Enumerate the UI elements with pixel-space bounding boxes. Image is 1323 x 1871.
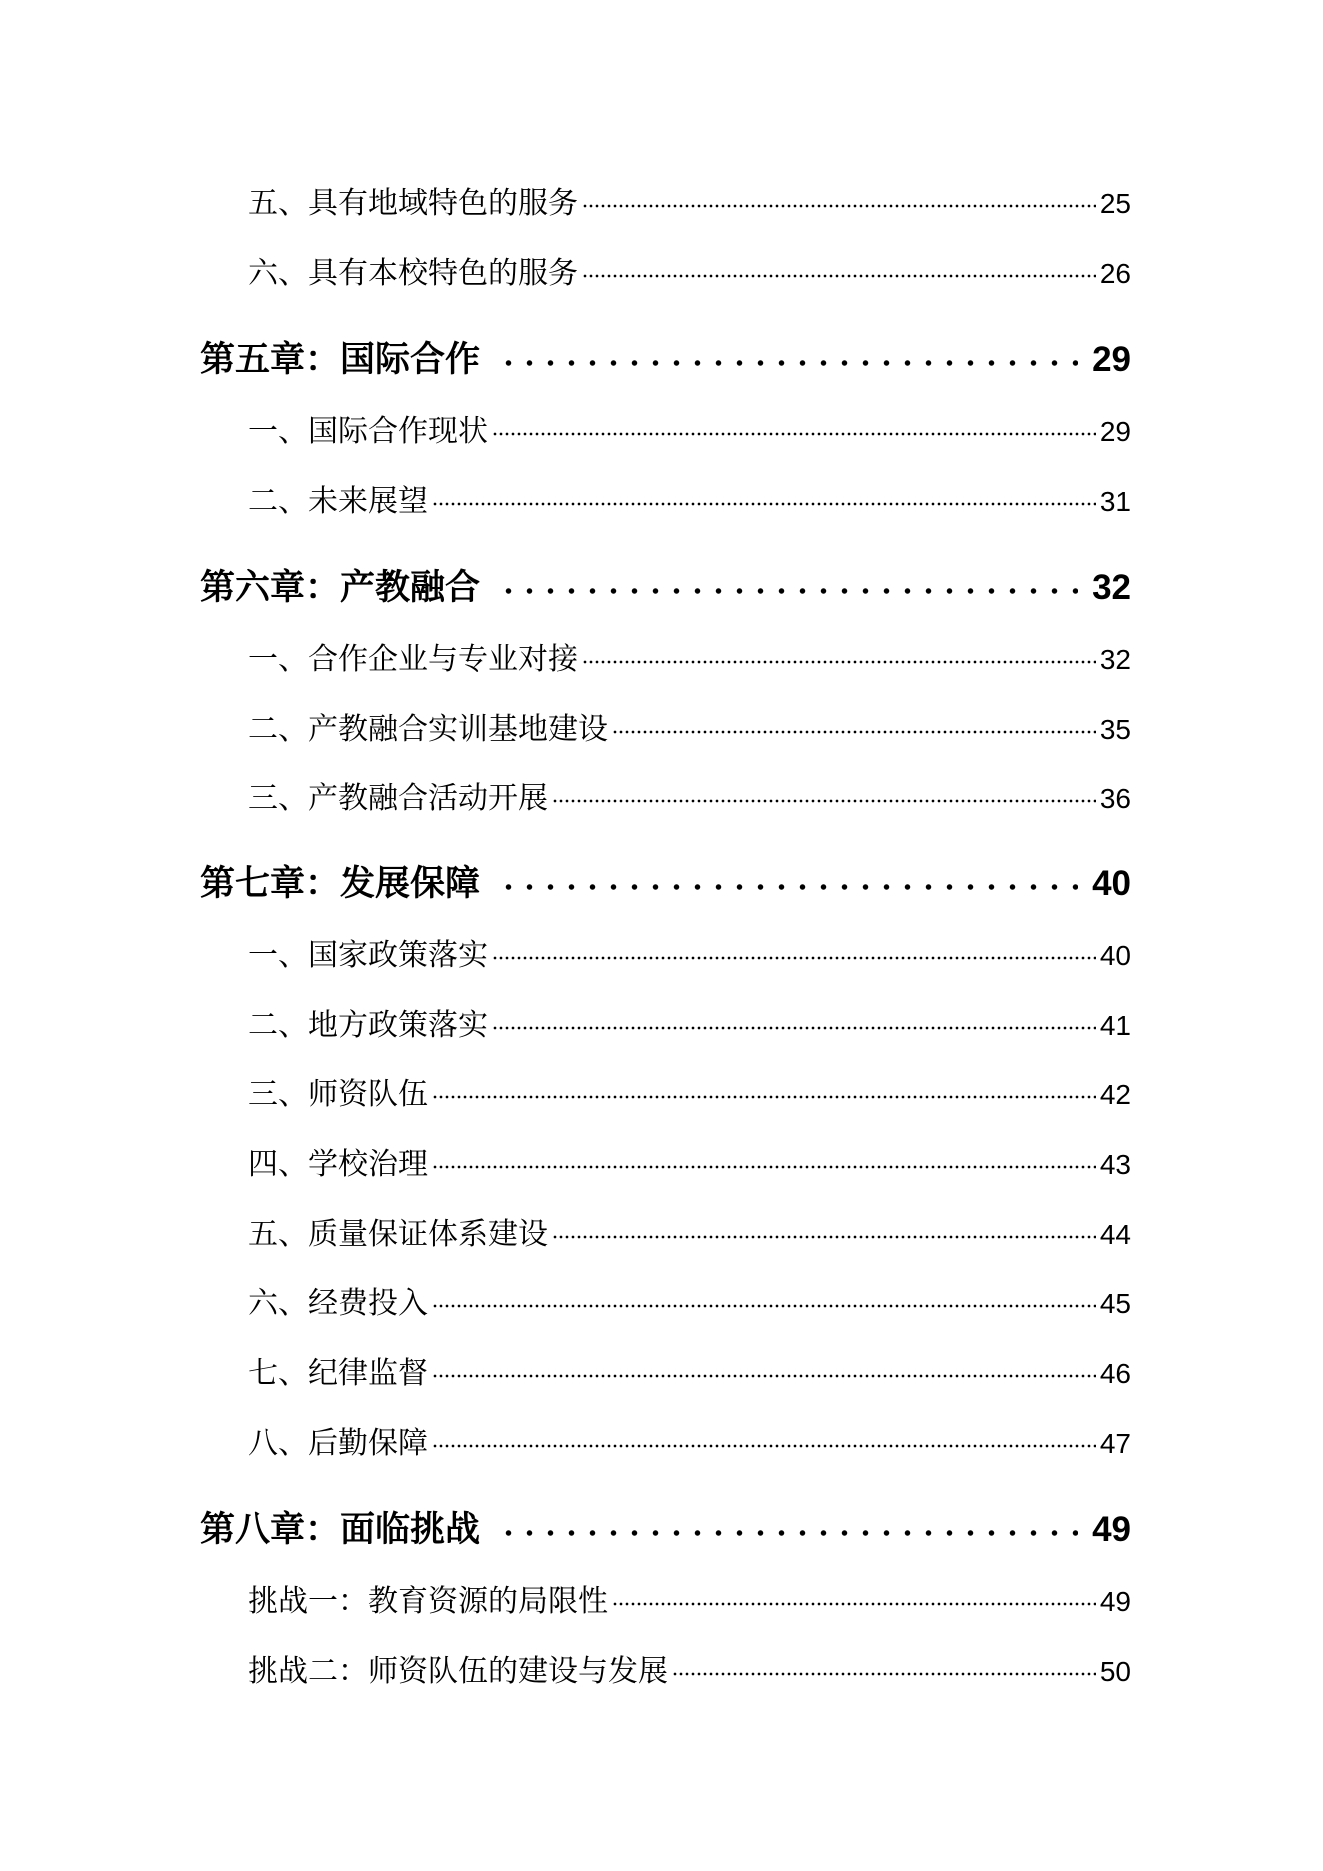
toc-chapter-entry[interactable] bbox=[200, 856, 1131, 906]
toc-chapter-entry[interactable] bbox=[200, 1502, 1131, 1552]
toc-chapter-label: 第五章：国际合作 bbox=[200, 340, 481, 380]
dot-leader bbox=[432, 1279, 1096, 1313]
toc-page-number: 40 bbox=[1099, 940, 1131, 971]
toc-entry-label: 七、纪律监督 bbox=[248, 1356, 428, 1391]
toc-entry[interactable] bbox=[248, 1348, 1131, 1392]
toc-entry-label: 挑战二：师资队伍的建设与发展 bbox=[248, 1654, 668, 1689]
dot-leader bbox=[612, 1577, 1096, 1611]
toc-entry-label: 一、国际合作现状 bbox=[248, 414, 488, 449]
toc-entry-label: 五、具有地域特色的服务 bbox=[248, 186, 578, 221]
toc-entry[interactable] bbox=[248, 476, 1131, 520]
toc-chapter-entry[interactable] bbox=[200, 332, 1131, 382]
dot-leader bbox=[552, 1210, 1096, 1244]
toc-page-number: 44 bbox=[1099, 1219, 1131, 1250]
toc-page-number: 49 bbox=[1099, 1586, 1131, 1617]
toc-page-number: 29 bbox=[1092, 340, 1131, 379]
toc-page-number: 32 bbox=[1092, 568, 1131, 607]
toc-entry[interactable] bbox=[248, 930, 1131, 974]
dot-leader bbox=[672, 1647, 1096, 1681]
dot-leader bbox=[432, 1070, 1096, 1104]
dot-leader bbox=[432, 1419, 1096, 1453]
dot-leader bbox=[492, 333, 1078, 371]
toc-chapter-label: 第八章：面临挑战 bbox=[200, 1510, 481, 1550]
toc-entry-label: 一、国家政策落实 bbox=[248, 938, 488, 973]
dot-leader bbox=[552, 774, 1096, 808]
dot-leader bbox=[612, 705, 1096, 739]
toc-page-number: 46 bbox=[1099, 1358, 1131, 1389]
toc-entry[interactable] bbox=[248, 704, 1131, 748]
toc-entry[interactable] bbox=[248, 1278, 1131, 1322]
toc-entry[interactable] bbox=[248, 1000, 1131, 1044]
toc-page-number: 36 bbox=[1099, 783, 1131, 814]
dot-leader bbox=[432, 1349, 1096, 1383]
toc-entry[interactable] bbox=[248, 1646, 1131, 1690]
toc-entry[interactable] bbox=[248, 1069, 1131, 1113]
toc-entry-label: 三、师资队伍 bbox=[248, 1077, 428, 1112]
dot-leader bbox=[492, 857, 1078, 895]
toc-entry-label: 五、质量保证体系建设 bbox=[248, 1217, 548, 1252]
toc-chapter-label: 第六章：产教融合 bbox=[200, 568, 481, 608]
dot-leader bbox=[432, 1140, 1096, 1174]
toc-page-number: 45 bbox=[1099, 1288, 1131, 1319]
dot-leader bbox=[582, 635, 1096, 669]
toc-entry-label: 八、后勤保障 bbox=[248, 1426, 428, 1461]
toc-entry-label: 挑战一：教育资源的局限性 bbox=[248, 1584, 608, 1619]
toc-entry-label: 三、产教融合活动开展 bbox=[248, 781, 548, 816]
dot-leader bbox=[492, 931, 1096, 965]
toc-page-number: 49 bbox=[1092, 1510, 1131, 1549]
toc-page-number: 26 bbox=[1099, 258, 1131, 289]
toc-page-number: 35 bbox=[1099, 714, 1131, 745]
toc-entry-label: 六、具有本校特色的服务 bbox=[248, 256, 578, 291]
toc-entry[interactable] bbox=[248, 178, 1131, 222]
dot-leader bbox=[582, 179, 1096, 213]
dot-leader bbox=[492, 1001, 1096, 1035]
toc-chapter-label: 第七章：发展保障 bbox=[200, 864, 481, 904]
toc-entry-label: 二、未来展望 bbox=[248, 484, 428, 519]
toc-page-number: 32 bbox=[1099, 644, 1131, 675]
toc-page-number: 29 bbox=[1099, 416, 1131, 447]
toc-entry[interactable] bbox=[248, 1576, 1131, 1620]
dot-leader bbox=[582, 249, 1096, 283]
toc-page-number: 47 bbox=[1099, 1428, 1131, 1459]
toc-page-number: 42 bbox=[1099, 1079, 1131, 1110]
toc-page-number: 43 bbox=[1099, 1149, 1131, 1180]
toc-entry-label: 二、产教融合实训基地建设 bbox=[248, 712, 608, 747]
toc-entry-label: 一、合作企业与专业对接 bbox=[248, 642, 578, 677]
toc-page-number: 31 bbox=[1099, 486, 1131, 517]
toc-entry[interactable] bbox=[248, 406, 1131, 450]
dot-leader bbox=[432, 477, 1096, 511]
dot-leader bbox=[492, 407, 1096, 441]
toc-entry[interactable] bbox=[248, 773, 1131, 817]
toc-entry-label: 六、经费投入 bbox=[248, 1286, 428, 1321]
toc-entry-label: 二、地方政策落实 bbox=[248, 1008, 488, 1043]
toc-entry[interactable] bbox=[248, 1139, 1131, 1183]
toc-page-number: 41 bbox=[1099, 1010, 1131, 1041]
toc-entry[interactable] bbox=[248, 1209, 1131, 1253]
toc-entry[interactable] bbox=[248, 1418, 1131, 1462]
toc-entry[interactable] bbox=[248, 248, 1131, 292]
toc-chapter-entry[interactable] bbox=[200, 560, 1131, 610]
toc-entry[interactable] bbox=[248, 634, 1131, 678]
toc-entry-label: 四、学校治理 bbox=[248, 1147, 428, 1182]
toc-page-number: 40 bbox=[1092, 864, 1131, 903]
dot-leader bbox=[492, 561, 1078, 599]
toc-page-number: 25 bbox=[1099, 188, 1131, 219]
dot-leader bbox=[492, 1503, 1078, 1541]
toc-page-number: 50 bbox=[1099, 1656, 1131, 1687]
